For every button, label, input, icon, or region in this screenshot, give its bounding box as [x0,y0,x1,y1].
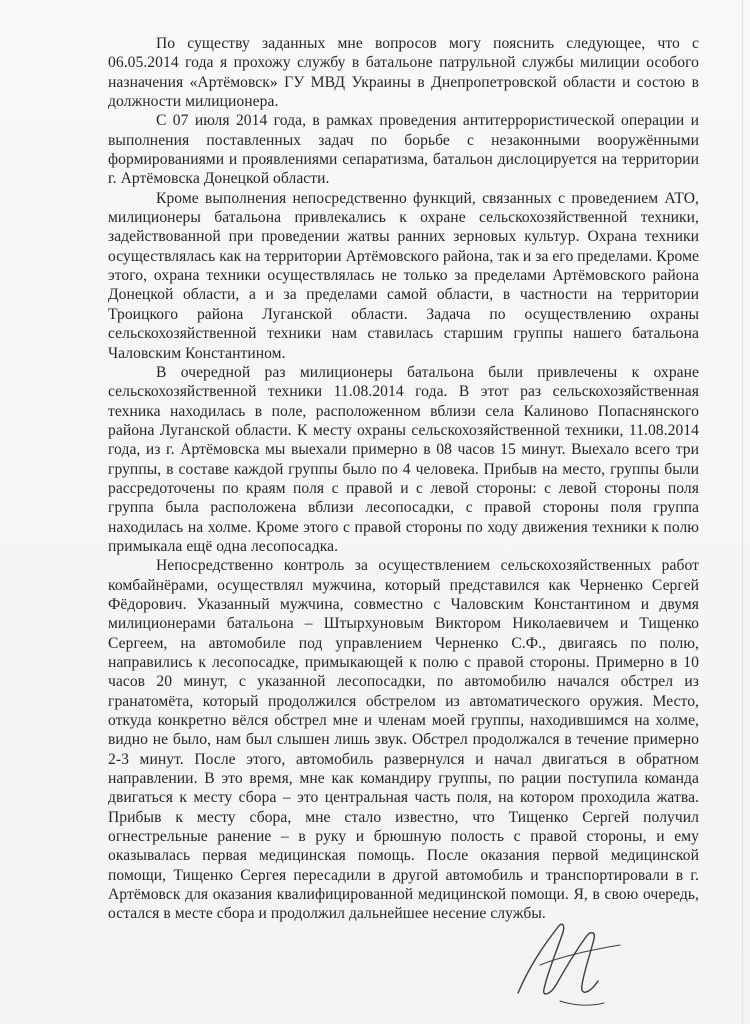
paragraph-4: В очередной раз милиционеры батальона были привлечены к охране сельскохозяйственной техники 11.08.2014 года. В этот раз сельскохозяйственная техника находилась в поле, расположенном вблизи села Калиново Попаснянского района Луганской области. К месту охраны сельскохозяйственной техники, 11.08.2014 года, из г. Артёмовска мы выехали примерно в 08 часов 15 минут. Выехало всего три группы, в составе каждой группы было по 4 человека. Прибыв на место, группы были рассредоточены по краям поля с правой и с левой стороны: с левой стороны поля группа была расположена вблизи лесопосадки, с правой стороны поля группа находилась на холме. Кроме этого с правой стороны по ходу движения техники к полю примыкала ещё одна лесопосадка. [108,363,699,555]
paragraph-5: Непосредственно контроль за осуществлением сельскохозяйственных работ комбайнёрами, осуществлял мужчина, который представился как Черненко Сергей Фёдорович. Указанный мужчина, совместно с Чаловским Константином и двумя милиционерами батальона – Штырхуновым Виктором Николаевичем и Тищенко Сергеем, на автомобиле под управлением Черненко С.Ф., двигаясь по полю, направились к лесопосадке, примыкающей к полю с правой стороны. Примерно в 10 часов 20 минут, с указанной лесопосадки, по автомобилю начался обстрел из гранатомёта, который продолжился обстрелом из автоматического оружия. Место, откуда конкретно вёлся обстрел мне и членам моей группы, находившимся на холме, видно не было, нам был слышен лишь звук. Обстрел продолжался в течение примерно 2-3 минут. После этого, автомобиль развернулся и начал двигаться в обратном направлении. В это время, мне как командиру группы, по рации поступила команда двигаться к месту сбора – это центральная часть поля, на котором проходила жатва. Прибыв к месту сбора, мне стало известно, что Тищенко Сергей получил огнестрельные ранение – в руку и брюшную полость с правой стороны, и ему оказывалась первая медицинская помощь. После оказания первой медицинской помощи, Тищенко Сергея пересадили в другой автомобиль и транспортировали в г. Артёмовск для оказания квалифицированной медицинской помощи. Я, в свою очередь, остался в месте сбора и продолжил дальнейшее несение службы. [108,557,699,923]
paragraph-3: Кроме выполнения непосредственно функций, связанных с проведением АТО, милиционеры батальона привлекались к охране сельскохозяйственной техники, задействованной при проведении жатвы ранних зерновых культур. Охрана техники осуществлялась как на территории Артёмовского района, так и за его пределами. Кроме этого, охрана техники осуществлялась не только за пределами Артёмовского района Донецкой области, а и за пределами самой области, в частности на территории Троицкого района Луганской области. Задача по осуществлению охраны сельскохозяйственной техники нам ставилась старшим группы нашего батальона Чаловским Константином. [108,189,699,362]
handwritten-signature [500,905,640,1015]
page-edge-shadow [742,0,743,1024]
paragraph-2: С 07 июля 2014 года, в рамках проведения антитеррористической операции и выполнения поставленных задач по борьбе с незаконными вооружёнными формированиями и проявлениями сепаратизма, батальон дислоцируется на территории г. Артёмовска Донецкой области. [108,112,699,188]
statement-text [108,34,699,924]
paragraph-1: По существу заданных мне вопросов могу пояснить следующее, что с 06.05.2014 года я прохожу службу в батальоне патрульной службы милиции особого назначения «Артёмовск» ГУ МВД Украины в Днепропетровской области и состою в должности милиционера. [108,35,699,111]
